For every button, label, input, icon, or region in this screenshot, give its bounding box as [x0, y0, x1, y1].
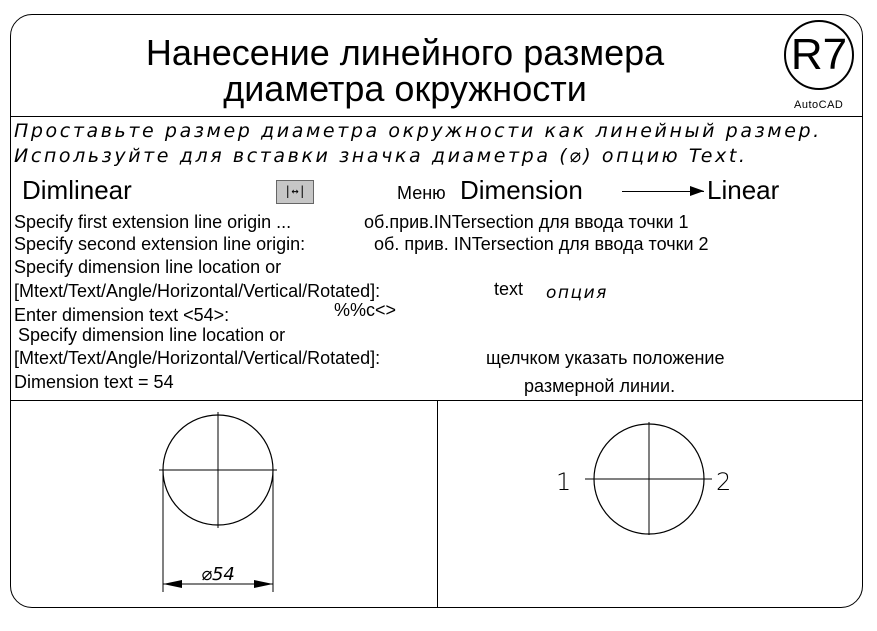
prompt-2-note: об. прив. INTersection для ввода точки 2 — [374, 234, 709, 254]
dimension-arrow-right-icon — [254, 580, 273, 588]
command-name: Dimlinear — [22, 175, 132, 205]
menu-item-dimension[interactable]: Dimension — [460, 175, 583, 205]
prompt-5: Enter dimension text <54>: — [14, 305, 230, 325]
prompt-1-note: об.прив.INTersection для ввода точки 1 — [364, 212, 689, 232]
point-1-label: 1 — [556, 468, 572, 496]
prompt-6: Specify dimension line location or — [18, 325, 286, 345]
prompt-3: Specify dimension line location or — [14, 257, 282, 277]
dim-linear-icon[interactable]: |↔| — [276, 180, 314, 204]
dimension-text: ⌀54 — [201, 564, 235, 585]
menu-item-linear[interactable]: Linear — [707, 175, 780, 205]
prompt-4: [Mtext/Text/Angle/Horizontal/Vertical/Rotated]: — [14, 281, 381, 301]
menu-label: Меню — [397, 183, 446, 203]
prompt-4-note: опция — [546, 283, 608, 303]
badge-caption: AutoCAD — [794, 99, 844, 111]
prompt-8: Dimension text = 54 — [14, 372, 174, 392]
dimension-arrow-left-icon — [163, 580, 182, 588]
prompt-7-note-1: щелчком указать положение — [486, 348, 725, 368]
instruction-line-1: Проставьте размер диаметра окружности как линейный размер. — [14, 120, 822, 142]
prompt-1: Specify first extension line origin ... — [14, 212, 292, 232]
prompt-4-input: text — [494, 279, 524, 299]
point-2-label: 2 — [716, 468, 732, 496]
prompt-2: Specify second extension line origin: — [14, 234, 306, 254]
prompt-7-note-2: размерной линии. — [524, 376, 676, 396]
title-line-1: Нанесение линейного размера — [145, 32, 665, 73]
version-badge: R7 — [784, 20, 854, 90]
instruction-line-2: Используйте для вставки значка диаметра (⌀) опцию Text. — [14, 145, 748, 167]
prompt-7: [Mtext/Text/Angle/Horizontal/Vertical/Rotated]: — [14, 348, 381, 368]
title-line-2: диаметра окружности — [223, 68, 587, 109]
prompt-5-input: %%c<> — [334, 300, 397, 320]
